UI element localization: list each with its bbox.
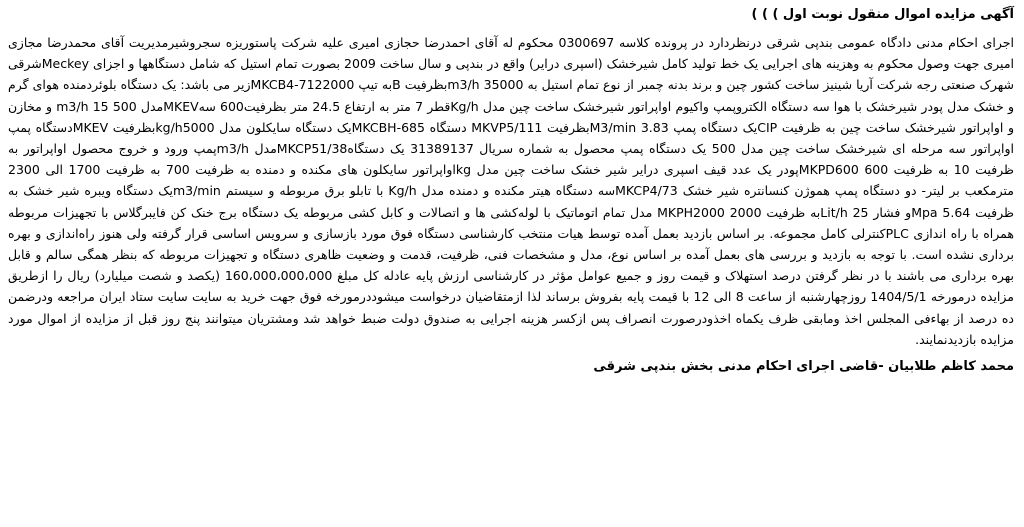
notice-signature: محمد کاظم طلابیان -قاضی اجرای احکام مدنی بخش بندپی شرقی — [593, 359, 1014, 375]
notice-body: اجرای احکام مدنی دادگاه عمومی بندپی شرقی درنظردارد در پرونده کلاسه 0300697 محکوم له آقای احمدرضا حجازی امیری علیه شرکت پاستوریزه سجروشیرمدیریت آقای محمدرضا مجازی امیری جهت وصول محکوم به وهزینه های اجرایی یک خط تولید کامل شیرخشک (اسپری درایر) واقع در بندپی و سال ساخت 2009 بصورت تمام استیل که شامل دستگاهها و اجزای Meckeyشرقی شهرک صنعتی رجه شرکت آریا شینیز ساخت کشور چین و برند بدنه چمبر از نوع تمام استیل به 35000 m3/hبظرفیت Bبه تیپ MKCB4-7122000زیر می باشد: یک دستگاه بلوئردمنده هوای گرم و خشک مدل پودر شیرخشک با هوا سه دستگاه الکتروپمپ واکیوم اواپراتور شیرخشک ساخت چین مدل Kg/hقطر 7 متر به ارتفاع 24.5 متر بظرفیت600 سهMKEVمدل 500 15 m3/h و مخازن و اواپراتور شیرخشک ساخت چین به ظرفیت CIPیک دستگاه پمپ 3.83 M3/minبظرفیت MKVP5/111 دستگاه MKCBH-685یک دستگاه سایکلون مدل kg/h5000بظرفیت MKEVدستگاه پمپ اواپراتور سه مرحله ای شیرخشک ساخت چین مدل 500 یک دستگاه پمپ محصول به شماره سریال 31389137 یک دستگاهMKCP51/38مدل m3/hپمپ ورود و خروج محصول اواپراتور به ظرفیت 10 به ظرفیت 600 MKPD600پودر یک عدد قیف اسپری درایر شیر خشک ساخت چین مدل kgاواپراتور سایکلون های مکنده و دمنده به ظرفیت 700 به ظرفیت 1700 الی 2300 مترمکعب بر لیتر- دو دستگاه پمپ هموژن کنسانتره شیر خشک MKCP4/73سه دستگاه هیتر مکنده و دمنده مدل Kg/h با تابلو برق مربوطه و سیستم m3/minیک دستگاه ویبره شیر خشک به ظرفیت 5.64 Mpaو فشار 25 Lit/hبه ظرفیت 2000 MKPH2000 مدل تمام اتوماتیک با لوله‌کشی ها و اتصالات و کابل کشی مربوطه یک دستگاه برج خنک کن فایبرگلاس با تجهیزات مربوطه همراه با راه اندازی PLCکنترلی کامل مجموعه. بر اساس بازدید بعمل آمده توسط هیات منتخب کارشناسی دستگاه فوق مورد بازسازی و سرویس اساسی قرار گرفته ولی هنوز راه‌اندازی و بهره برداری نشده است. با توجه به بازدید و بررسی های بعمل آمده بر اساس نوع، مدل و مشخصات فنی، ظرفیت، قدمت و وضعیت ظاهری دستگاه و تجهیزات مربوطه که بنظر همگی سالم و قابل بهره برداری می باشند با در نظر گرفتن درصد استهلاک و قیمت روز و جمیع عوامل مؤثر در کارشناسی ارزش پایه عادله کل مبلغ 160،000،000،000 (یکصد و شصت میلیارد) ریال را ازطریق مزایده درمورخه 1404/5/1 روزچهارشنبه از ساعت 8 الی 12 با قیمت پایه بفروش برساند لذا ازمتقاضیان درخواست میشوددرمورخه فوق جهت خرید به سایت سایت ستاد ایران مراجعه ودرضمن ده درصد از بهاءفی المجلس اخذ ومابقی ظرف یکماه اخذودرصورت انصراف پس ازکسر هزینه اجرایی به صندوق دولت ضبط خواهد شد ومشتریان میتوانند پنج روز قبل از مزایده از اموال مورد مزایده بازدیدنمایند. — [8, 35, 1015, 347]
notice-title: آگهی مزایده اموال منقول نوبت اول ) ) ) — [751, 7, 1014, 22]
